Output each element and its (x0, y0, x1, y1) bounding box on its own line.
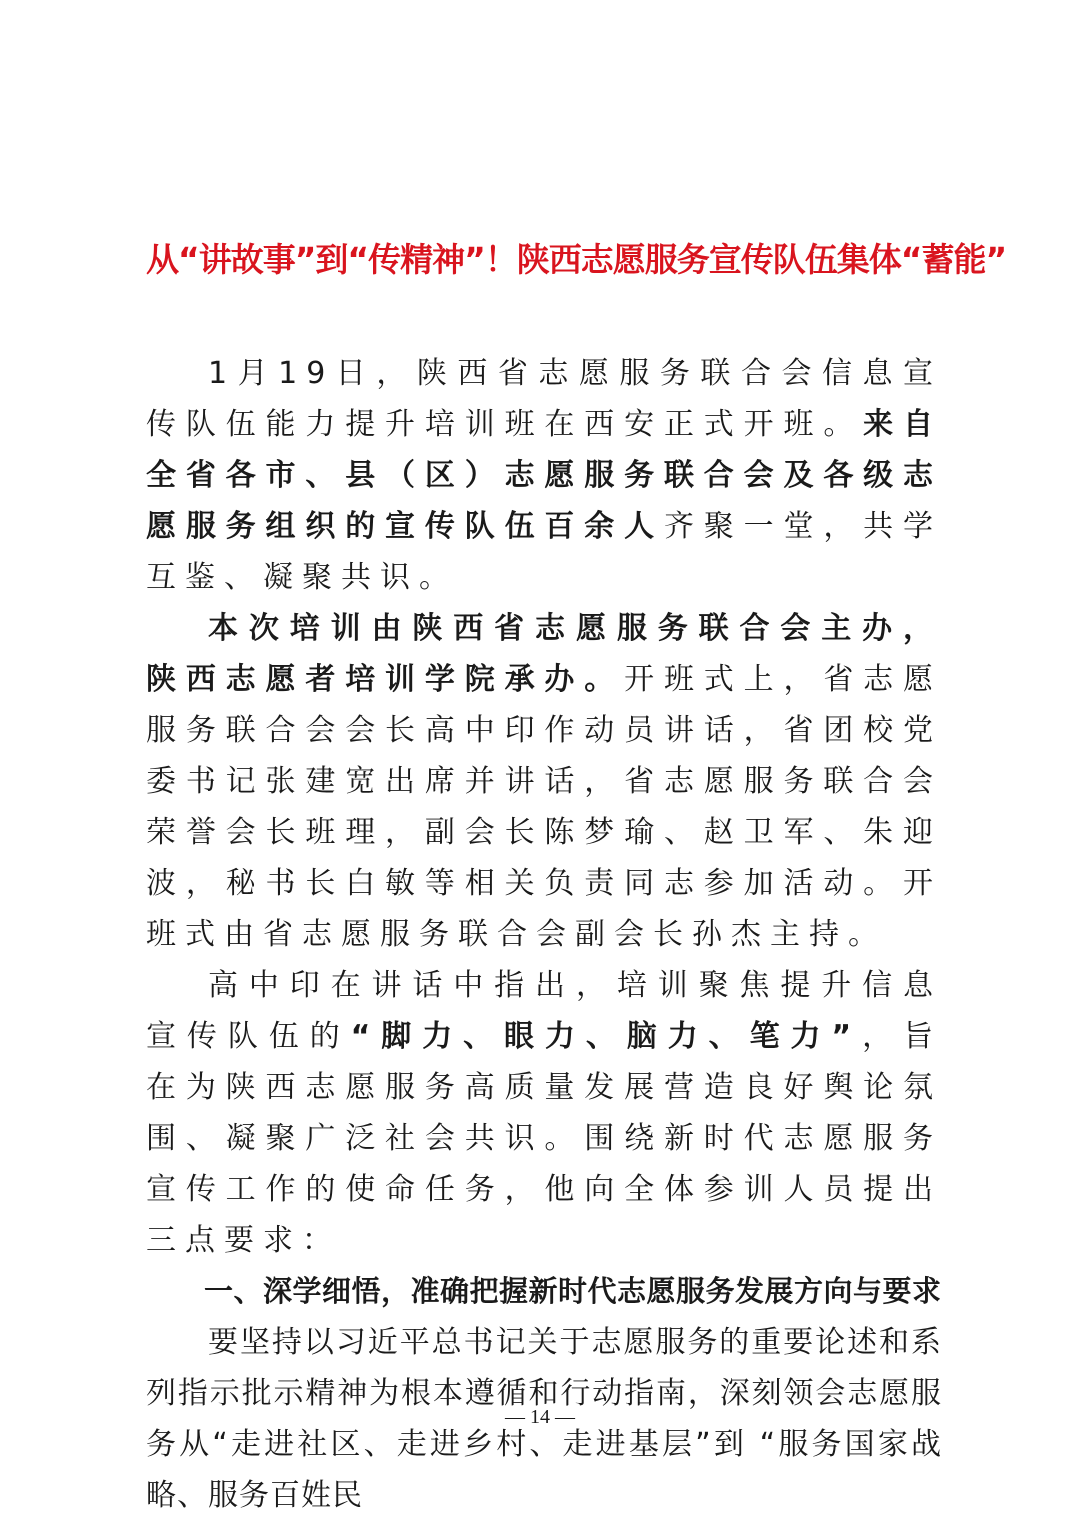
paragraph-1-text-b: 齐聚一堂，共学互鉴、凝聚共识。 (146, 509, 943, 595)
paragraph-2-text: 开班式上，省志愿服务联合会会长高中印作动员讲话，省团校党委书记张建宽出席并讲话，省志愿服务联合会荣誉会长班理，副会长陈梦瑜、赵卫军、朱迎波，秘书长白敏等相关负责同志参加活动。开班式由省志愿服务联合会副会长孙杰主持。 (146, 662, 943, 952)
paragraph-1-bold: 来自全省各市、县（区）志愿服务联合会及各级志愿服务组织的宣传队伍百余人 (146, 407, 943, 544)
paragraph-3-text-b: ，旨在为陕西志愿服务高质量发展营造良好舆论氛围、凝聚广泛社会共识。围绕新时代志愿服务宣传工作的使命任务，他向全体参训人员提出三点要求： (146, 1019, 943, 1258)
paragraph-3 (146, 960, 942, 1266)
paragraph-3-bold: “脚力、眼力、脑力、笔力” (350, 1019, 861, 1054)
section-heading: 一、深学细悟，准确把握新时代志愿服务发展方向与要求 (204, 1274, 942, 1308)
paragraph-2 (146, 603, 942, 960)
section-paragraph: 要坚持以习近平总书记关于志愿服务的重要论述和系列指示批示精神为根本遵循和行动指南，深刻领会志愿服务从“走进社区、走进乡村、走进基层”到 “服务国家战略、服务百姓民 (146, 1325, 942, 1513)
paragraph-1 (146, 348, 942, 603)
article-title: 从“讲故事”到“传精神”！陕西志愿服务宣传队伍集体“蓄能” (146, 240, 1007, 279)
paragraph-2-bold: 本次培训由陕西省志愿服务联合会主办，陕西志愿者培训学院承办。 (146, 611, 942, 697)
article-body (146, 348, 942, 1521)
paragraph-1-text-a: 1月19日，陕西省志愿服务联合会信息宣传队伍能力提升培训班在西安正式开班。 (146, 356, 942, 442)
paragraph-3-text-a: 高中印在讲话中指出，培训聚焦提升信息宣传队伍的 (146, 968, 942, 1054)
page-number: — 14 — (505, 1406, 575, 1428)
